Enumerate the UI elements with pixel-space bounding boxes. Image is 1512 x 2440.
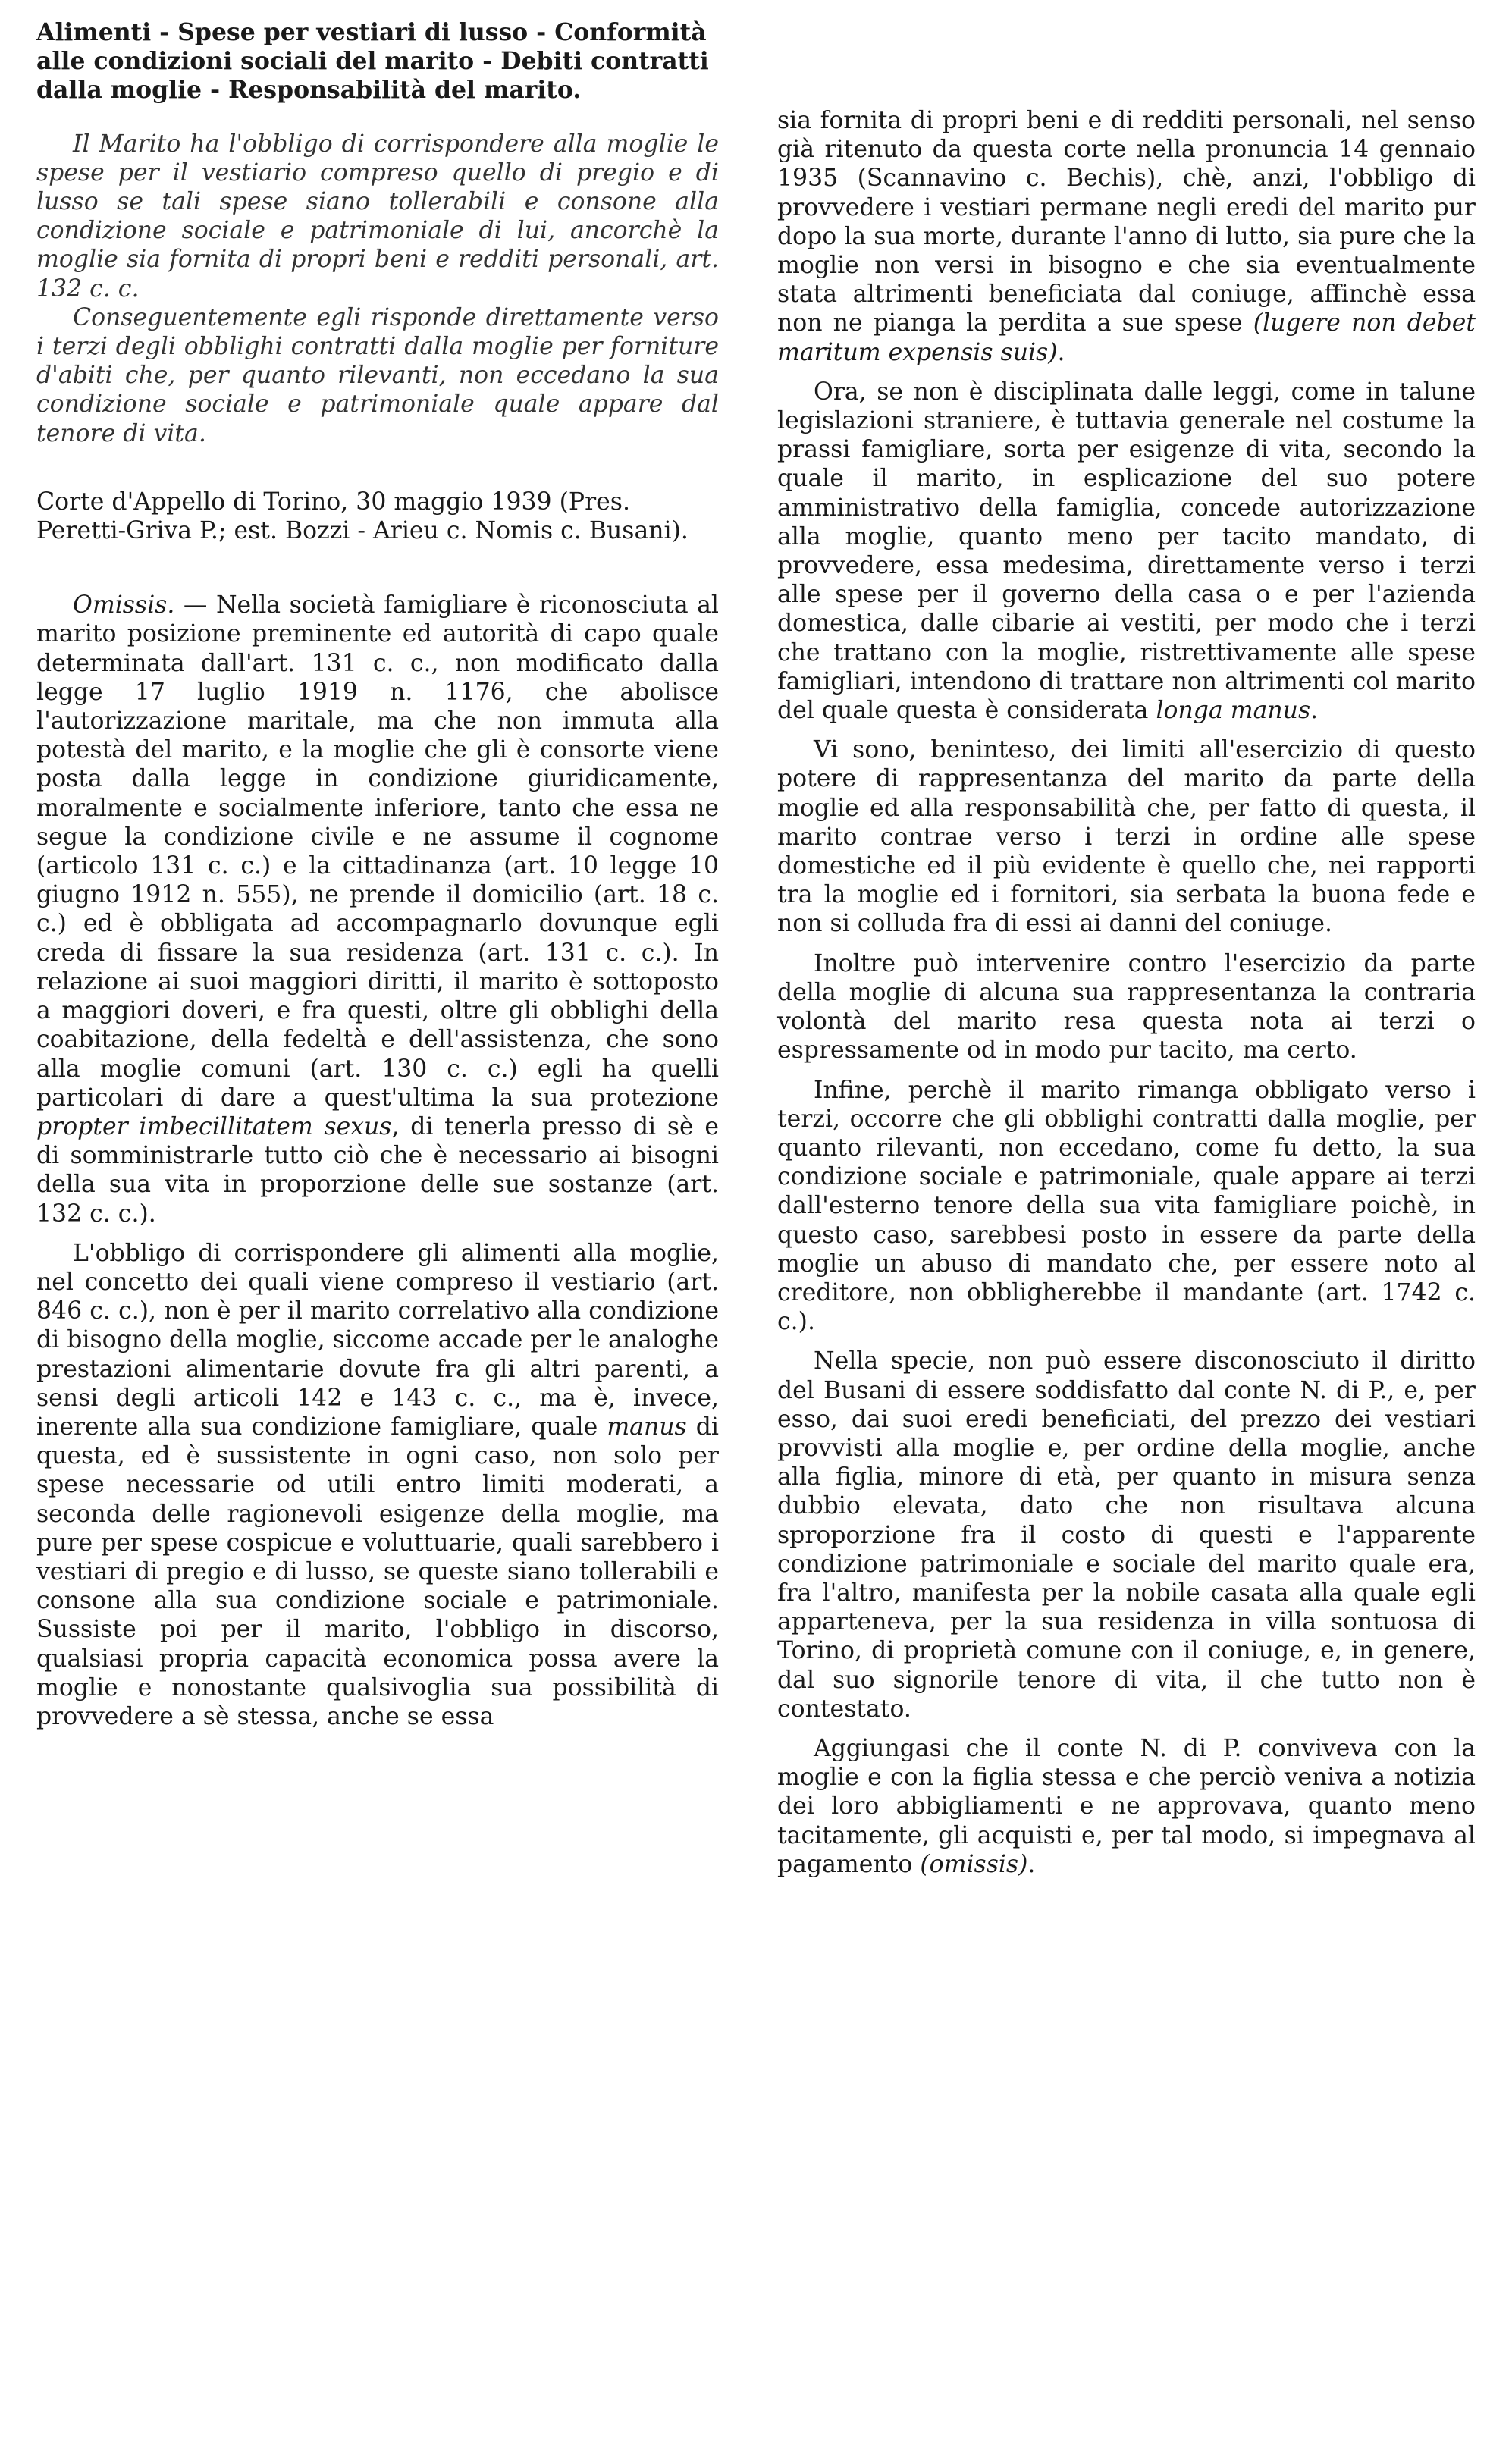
latin-phrase: (lugere non debet maritum expensis suis)	[777, 309, 1476, 366]
body-paragraph	[777, 1734, 1476, 1879]
omissis-label: Omissis.	[73, 591, 175, 619]
body-text: , di tenerla presso di sè e di somministrarle tutto ciò che è necessario ai bisogni della sua vita in proporzione delle sue sostanze (art. 132 c. c.).	[36, 1112, 719, 1228]
body-paragraph: Inoltre può intervenire contro l'esercizio da parte della moglie di alcuna sua rappresentanza la contraria volontà del marito resa questa nota ai terzi o espressamente od in modo pur tacito, ma certo.	[777, 949, 1476, 1065]
body-text: .	[1027, 1850, 1036, 1878]
right-column	[777, 106, 1476, 2422]
body-paragraph	[777, 378, 1476, 725]
body-text: di questa, ed è sussistente in ogni caso, non solo per spese necessarie od utili entro limiti moderati, a seconda delle ragionevoli esigenze della moglie, ma pure per spese cospicue e voluttuarie, quali sarebbero i vestiari di pregio e di lusso, se queste siano tollerabili e consone alla sua condizione sociale e patrimoniale. Sussiste poi per il marito, l'obbligo in discorso, qualsiasi propria capacità economica possa avere la moglie e nonostante qualsivoglia sua possibilità di provvedere a sè stessa, anche se essa	[36, 1413, 719, 1730]
judgment-body-left	[36, 591, 719, 1731]
body-paragraph	[36, 1239, 719, 1731]
body-text: .	[1310, 697, 1319, 725]
latin-phrase: propter imbecillitatem sexus	[36, 1112, 392, 1140]
left-column	[36, 18, 719, 2422]
body-paragraph	[36, 591, 719, 1228]
omissis-label: (omissis)	[920, 1850, 1028, 1878]
body-paragraph-continuation	[777, 106, 1476, 367]
body-text: Aggiungasi che il conte N. di P. conviveva con la moglie e con la figlia stessa e che perciò veniva a notizia dei loro abbigliamenti e ne approvava, quanto meno tacitamente, gli acquisti e, per tal modo, si impegnava al pagamento	[777, 1734, 1476, 1878]
body-text: L'obbligo di corrispondere gli alimenti alla moglie, nel concetto dei quali viene compreso il vestiario (art. 846 c. c.), non è per il marito correlativo alla condizione di bisogno della moglie, siccome accade per le analoghe prestazioni alimentarie dovute fra gli altri parenti, a sensi degli articoli 142 e 143 c. c., ma è, invece, inerente alla sua condizione famigliare, quale	[36, 1239, 719, 1441]
judgment-body-right	[777, 106, 1476, 1879]
body-paragraph: Vi sono, beninteso, dei limiti all'esercizio di questo potere di rappresentanza del marito da parte della moglie ed alla responsabilità che, per fatto di questa, il marito contrae verso i terzi in ordine alle spese domestiche ed il più evidente è quello che, nei rapporti tra la moglie ed i fornitori, sia serbata la buona fede e non si colluda fra di essi ai danni del coniuge.	[777, 736, 1476, 938]
headnote-paragraph: Conseguentemente egli risponde direttamente verso i terzi degli obblighi contratti dalla moglie per forniture d'abiti che, per quanto rilevanti, non eccedano la sua condizione sociale e patrimoniale quale appare dal tenore di vita.	[36, 303, 719, 447]
body-text: Ora, se non è disciplinata dalle leggi, come in talune legislazioni straniere, è tuttavia generale nel costume la prassi famigliare, sorta per esigenze di vita, secondo la quale il marito, in esplicazione del suo potere amministrativo della famiglia, concede autorizzazione alla moglie, quanto meno per tacito mandato, di provvedere, essa medesima, direttamente verso i terzi alle spese per il governo della casa o e per l'azienda domestica, dalle cibarie ai vestiti, per modo che i terzi che trattano con la moglie, ristrettivamente alle spese famigliari, intendono di trattare non altrimenti col marito del quale questa è considerata	[777, 378, 1476, 725]
headnote	[36, 130, 719, 448]
latin-phrase: longa manus	[1156, 697, 1311, 725]
body-text: — Nella società famigliare è riconosciuta al marito posizione preminente ed autorità di capo quale determinata dall'art. 131 c. c., non modificato dalla legge 17 luglio 1919 n. 1176, che abolisce l'autorizzazione maritale, ma che non immuta alla potestà del marito, e la moglie che gli è consorte viene posta dalla legge in condizione giuridicamente, moralmente e socialmente inferiore, tanto che essa ne segue la condizione civile e ne assume il cognome (articolo 131 c. c.) e la cittadinanza (art. 10 legge 10 giugno 1912 n. 555), ne prende il domicilio (art. 18 c. c.) ed è obbligata ad accompagnarlo dovunque egli creda di fissare la sua residenza (art. 131 c. c.). In relazione ai suoi maggiori diritti, il marito è sottoposto a maggiori doveri, e fra questi, oltre gli obblighi della coabitazione, della fedeltà e dell'assistenza, che sono alla moglie comuni (art. 130 c. c.) egli ha quelli particolari di dare a quest'ultima la sua protezione	[36, 591, 719, 1112]
body-paragraph: Infine, perchè il marito rimanga obbligato verso i terzi, occorre che gli obblighi contratti dalla moglie, per quanto rilevanti, non eccedano, come fu detto, la sua condizione sociale e patrimoniale, quale appare ai terzi dall'esterno tenore della sua vita famigliare poichè, in questo caso, sarebbesi posto in essere da parte della moglie un abuso di mandato che, per essere noto al creditore, non obbligherebbe il mandante (art. 1742 c. c.).	[777, 1076, 1476, 1336]
body-paragraph: Nella specie, non può essere disconosciuto il diritto del Busani di essere soddisfatto dal conte N. di P., e, per esso, dai suoi eredi beneficiati, del prezzo dei vestiari provvisti alla moglie e, per ordine della moglie, anche alla figlia, minore di età, per quanto in misura senza dubbio elevata, dato che non risultava alcuna sproporzione fra il costo di questi e l'apparente condizione patrimoniale e sociale del marito quale era, fra l'altro, manifesta per la nobile casata alla quale egli apparteneva, per la sua residenza in villa sontuosa di Torino, di proprietà comune con il coniuge, e, in genere, dal suo signorile tenore di vita, il che tutto non è contestato.	[777, 1347, 1476, 1723]
body-text: sia fornita di propri beni e di redditi personali, nel senso già ritenuto da questa corte nella pronuncia 14 gennaio 1935 (Scannavino c. Bechis), chè, anzi, l'obbligo di provvedere i vestiari permane negli eredi del marito pur dopo la sua morte, durante l'anno di lutto, sia pure che la moglie non versi in bisogno e che sia eventualmente stata altrimenti beneficiata dal coniuge, affinchè essa non ne pianga la perdita a sue spese	[777, 107, 1476, 337]
body-text: .	[1057, 338, 1065, 366]
section-heading: Alimenti - Spese per vestiari di lusso - Conformità alle condizioni sociali del marito - Debiti contratti dalla moglie - Responsabilità del marito.	[36, 18, 709, 105]
headnote-paragraph: Il Marito ha l'obbligo di corrispondere alla moglie le spese per il vestiario compreso quello di pregio e di lusso se tali spese siano tollerabili e consone alla condizione sociale e patrimoniale di lui, ancorchè la moglie sia fornita di propri beni e redditi personali, art. 132 c. c.	[36, 130, 719, 303]
latin-phrase: manus	[607, 1413, 687, 1441]
court-citation: Corte d'Appello di Torino, 30 maggio 1939 (Pres. Peretti-Griva P.; est. Bozzi - Arieu c. Nomis c. Busani).	[36, 488, 689, 545]
